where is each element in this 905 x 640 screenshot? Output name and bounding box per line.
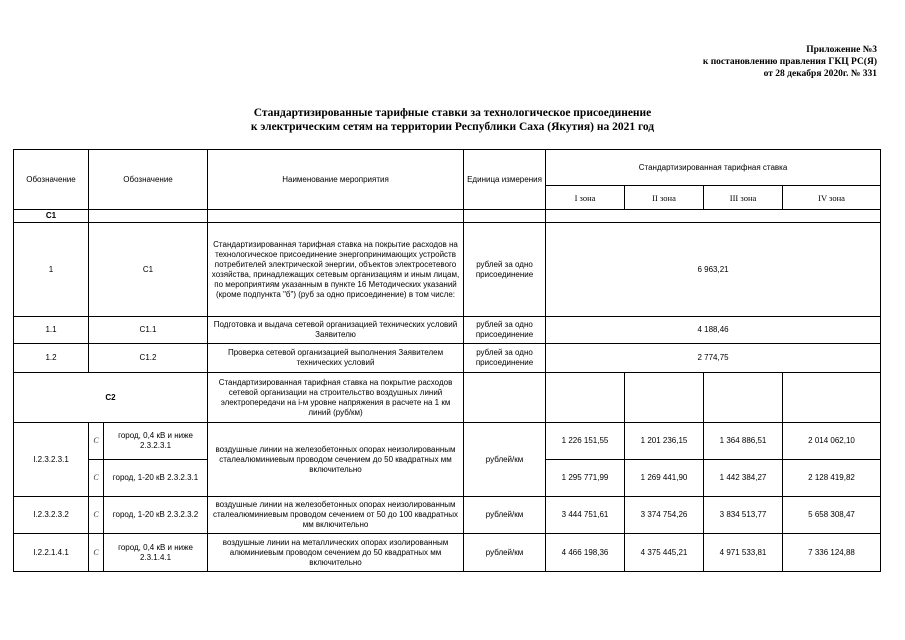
row-code: C1.1 (89, 317, 208, 344)
row-code: C1.2 (89, 344, 208, 373)
row-value-zone-2: 4 375 445,21 (625, 534, 704, 572)
row-unit: рублей/км (464, 497, 546, 534)
row-value-zone-1: 1 295 771,99 (546, 460, 625, 497)
section-c1-empty-name (208, 210, 464, 223)
row-code: город, 1-20 кВ 2.3.2.3.2 (104, 497, 208, 534)
row-unit: рублей за одно присоединение (464, 344, 546, 373)
row-value-zone-3: 1 442 384,27 (704, 460, 783, 497)
header-unit: Единица измерения (464, 150, 546, 210)
section-c1-empty-code (89, 210, 208, 223)
table-row (14, 317, 881, 344)
c-mark: C (89, 534, 104, 572)
row-code: город, 1-20 кВ 2.3.2.3.1 (104, 460, 208, 497)
row-code: C1 (89, 223, 208, 317)
title-line-2: к электрическим сетям на территории Республики Саха (Якутия) на 2021 год (250, 121, 655, 133)
section-c2-empty-zone-1 (546, 373, 625, 423)
row-value-zone-1: 4 466 198,36 (546, 534, 625, 572)
table-row (14, 344, 881, 373)
section-c1-empty-values (546, 210, 881, 223)
section-c2-empty-zone-4 (783, 373, 881, 423)
section-c2-empty-zone-2 (625, 373, 704, 423)
row-code: город, 0,4 кВ и ниже 2.3.2.3.1 (104, 423, 208, 460)
header-zone-4: IV зона (783, 186, 881, 210)
row-value-zone-3: 4 971 533,81 (704, 534, 783, 572)
row-value: 6 963,21 (546, 223, 881, 317)
row-value-zone-3: 1 364 886,51 (704, 423, 783, 460)
row-name: Проверка сетевой организацией выполнения Заявителем технических условий (208, 344, 464, 373)
row-value-zone-2: 3 374 754,26 (625, 497, 704, 534)
header-row-1 (14, 150, 881, 186)
table-row (14, 223, 881, 317)
appendix-header (703, 44, 877, 80)
row-number: 1.1 (14, 317, 89, 344)
header-zone-2: II зона (625, 186, 704, 210)
row-unit: рублей за одно присоединение (464, 223, 546, 317)
row-value-zone-1: 1 226 151,55 (546, 423, 625, 460)
header-designation-1: Обозначение (14, 150, 89, 210)
row-value-zone-4: 5 658 308,47 (783, 497, 881, 534)
section-c2-row (14, 373, 881, 423)
c-mark: C (89, 497, 104, 534)
appendix-line-2: к постановлению правления ГКЦ РС(Я) (702, 57, 877, 67)
row-value: 4 188,46 (546, 317, 881, 344)
c-mark: C (89, 423, 104, 460)
header-designation-2: Обозначение (89, 150, 208, 210)
row-unit: рублей/км (464, 534, 546, 572)
row-value-zone-4: 2 014 062,10 (783, 423, 881, 460)
section-c2-empty-zone-3 (704, 373, 783, 423)
title-line-1: Стандартизированные тарифные ставки за технологическое присоединение (253, 107, 652, 119)
row-value-zone-4: 7 336 124,88 (783, 534, 881, 572)
table-row (14, 423, 881, 460)
section-c2-name: Стандартизированная тарифная ставка на покрытие расходов сетевой организации на строительство воздушных линий электропередачи на i-м уровне напряжения в расчете на 1 км линий (руб/км) (208, 373, 464, 423)
row-value: 2 774,75 (546, 344, 881, 373)
row-name: Стандартизированная тарифная ставка на покрытие расходов на технологическое присоединение энергопринимающих устройств потребителей электрической энергии, объектов электросетевого хозяйства, принадлежащих сетевым организациям и иным лицам, по мероприятиям указанным в пункте 16 Методических указаний (кроме подпункта "б") (руб за одно присоединение) в том числе: (208, 223, 464, 317)
row-name: Подготовка и выдача сетевой организацией технических условий Заявителю (208, 317, 464, 344)
row-number: 1.2 (14, 344, 89, 373)
row-name: воздушные линии на железобетонных опорах неизолированным сталеалюминиевым проводом сечением до 50 квадратных мм включительно (208, 423, 464, 497)
row-number: I.2.2.1.4.1 (14, 534, 89, 572)
row-number: 1 (14, 223, 89, 317)
section-c2-label: C2 (14, 373, 208, 423)
table-row (14, 534, 881, 572)
section-c1-row (14, 210, 881, 223)
row-unit: рублей за одно присоединение (464, 317, 546, 344)
section-c1-label: C1 (14, 210, 89, 223)
row-name: воздушные линии на железобетонных опорах неизолированным сталеалюминиевым проводом сечением от 50 до 100 квадратных мм включительно (208, 497, 464, 534)
document-title (0, 106, 905, 134)
row-value-zone-1: 3 444 751,61 (546, 497, 625, 534)
row-unit: рублей/км (464, 423, 546, 497)
section-c2-empty-unit (464, 373, 546, 423)
row-number: I.2.3.2.3.2 (14, 497, 89, 534)
appendix-line-1: Приложение №3 (806, 45, 877, 55)
header-zone-1: I зона (546, 186, 625, 210)
row-code: город, 0,4 кВ и ниже 2.3.1.4.1 (104, 534, 208, 572)
row-value-zone-3: 3 834 513,77 (704, 497, 783, 534)
table-row (14, 497, 881, 534)
header-rate-group: Стандартизированная тарифная ставка (546, 150, 881, 186)
header-event-name: Наименование мероприятия (208, 150, 464, 210)
section-c1-empty-unit (464, 210, 546, 223)
c-mark: C (89, 460, 104, 497)
row-name: воздушные линии на металлических опорах изолированным алюминиевым проводом сечением до 50 квадратных мм включительно (208, 534, 464, 572)
row-value-zone-2: 1 269 441,90 (625, 460, 704, 497)
row-value-zone-2: 1 201 236,15 (625, 423, 704, 460)
appendix-line-3: от 28 декабря 2020г. № 331 (763, 69, 877, 79)
header-zone-3: III зона (704, 186, 783, 210)
row-value-zone-4: 2 128 419,82 (783, 460, 881, 497)
row-number: I.2.3.2.3.1 (14, 423, 89, 497)
tariff-table (13, 149, 881, 572)
